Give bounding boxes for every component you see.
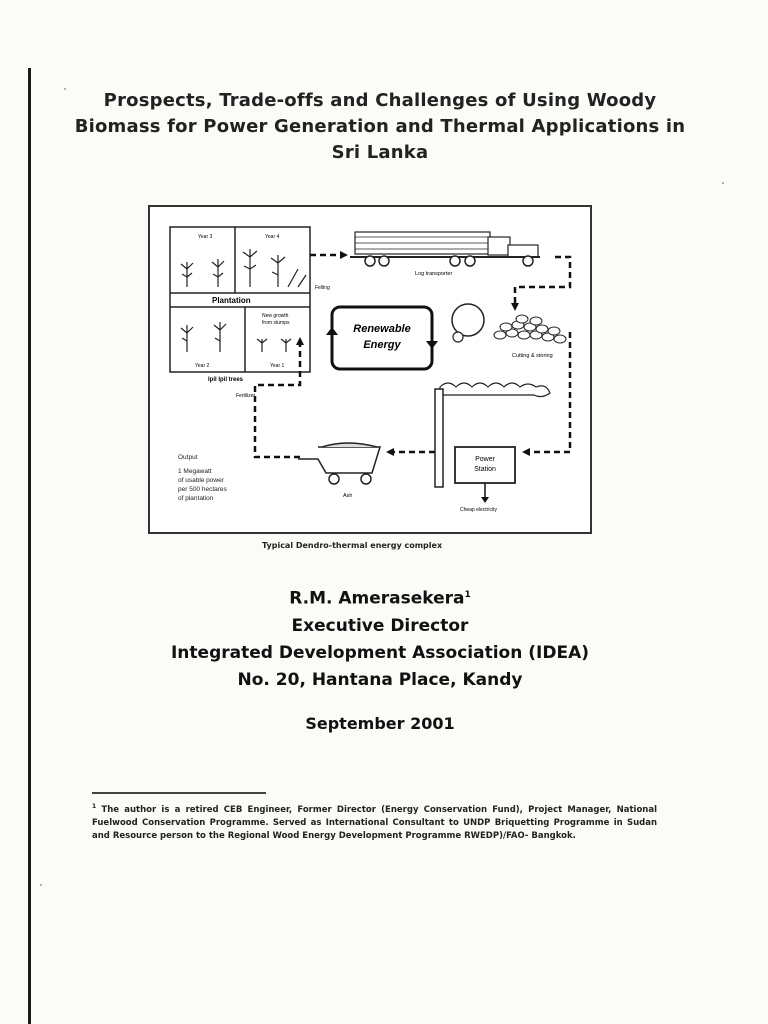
output-line: Output — [178, 454, 198, 461]
smoke-icon — [440, 383, 550, 397]
electricity-arrow — [481, 497, 489, 503]
output-line: of usable power — [178, 477, 224, 484]
figure-caption: Typical Dendro-thermal energy complex — [262, 541, 443, 550]
new-growth-label: from stumps — [262, 320, 290, 326]
power-station-label: Station — [474, 466, 496, 473]
log-transporter-icon — [350, 232, 540, 266]
trees-label: Ipil Ipil trees — [208, 377, 244, 383]
author-name-line — [80, 582, 680, 613]
author-name: R.M. Amerasekera — [289, 588, 465, 609]
output-line: per 500 hectares — [178, 486, 227, 493]
plantation-label: Plantation — [212, 296, 251, 305]
year-label: Year 1 — [270, 363, 285, 369]
document-title — [60, 88, 700, 166]
scan-speck — [722, 182, 724, 184]
title-line: Biomass for Power Generation and Thermal Applications in — [74, 116, 686, 137]
footnote-divider — [92, 792, 266, 794]
author-role: Executive Director — [291, 615, 469, 636]
footnote-text: The author is a retired CEB Engineer, Former Director (Energy Conservation Fund), Project Manager, National Fuelwood Conservation Programme. Served as International Consultant to UNDP Briquetting Programme in Sudan and Resource person to the Regional Wood Energy Development Programme RWEDP)/FAO- Bangkok. — [92, 804, 657, 841]
saw-blade-icon — [452, 304, 484, 342]
year-label: Year 2 — [195, 363, 210, 369]
felling-label: Felling — [315, 285, 330, 291]
cutting-label: Cutting & storing — [512, 353, 553, 359]
ash-cart-icon — [298, 443, 380, 484]
year-label: Year 4 — [265, 234, 280, 240]
author-block — [80, 582, 680, 694]
output-note — [178, 454, 228, 502]
publication-date: September 2001 — [305, 714, 455, 733]
renewable-label: Energy — [363, 339, 401, 351]
dendro-thermal-diagram — [148, 205, 592, 534]
ash-label: Ash — [343, 493, 353, 499]
scan-page-edge — [28, 68, 31, 1024]
title-line: Prospects, Trade-offs and Challenges of Using Woody — [103, 90, 657, 111]
woodpile-icon — [494, 315, 566, 343]
renewable-label: Renewable — [353, 323, 411, 335]
log-transporter-label: Log transporter — [415, 271, 453, 277]
output-line: 1 Megawatt — [178, 468, 212, 475]
author-organization: Integrated Development Association (IDEA) — [170, 642, 590, 663]
output-line: of plantation — [178, 495, 214, 502]
scan-speck — [40, 884, 42, 886]
fertilizer-label: Fertilizer — [236, 393, 256, 399]
title-line: Sri Lanka — [331, 142, 429, 163]
year-label: Year 3 — [198, 234, 213, 240]
renewable-energy-box — [326, 307, 438, 369]
author-address: No. 20, Hantana Place, Kandy — [237, 669, 523, 690]
footnote-marker: 1 — [92, 803, 97, 810]
electricity-label: Cheap electricity — [460, 507, 497, 513]
power-station-label: Power — [475, 456, 495, 463]
footnote-marker: 1 — [464, 590, 471, 600]
new-growth-label: New growth — [262, 313, 289, 319]
power-station-icon — [455, 447, 515, 483]
chimney-icon — [435, 389, 443, 487]
footnote — [92, 800, 657, 843]
